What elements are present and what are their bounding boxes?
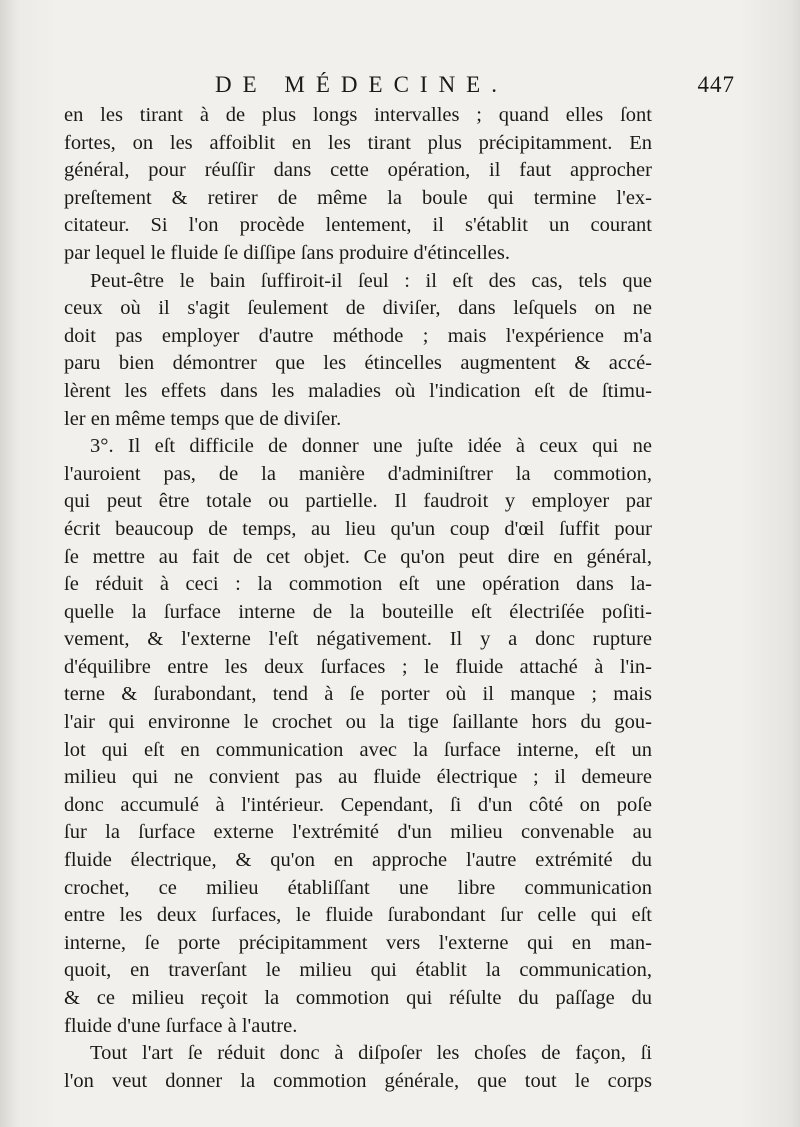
text-line: fluide d'une ſurface à l'autre. <box>64 1014 298 1037</box>
running-title: DE MÉDECINE. <box>215 72 508 97</box>
text-line: lot qui eſt en communication avec la ſurface interne, eſt un <box>64 738 652 761</box>
text-line: donc accumulé à l'intérieur. Cependant, ſi d'un côté on poſe <box>64 793 652 816</box>
text-line: lèrent les effets dans les maladies où l'indication eſt de ſtimu- <box>64 379 652 402</box>
text-line: qui peut être totale ou partielle. Il faudroit y employer par <box>64 490 652 513</box>
text-line: ceux où il s'agit ſeulement de diviſer, dans leſquels on ne <box>64 297 652 320</box>
text-line: général, pour réuſſir dans cette opération, il faut approcher <box>64 159 652 182</box>
text-line: quelle la ſurface interne de la bouteille eſt électriſée poſiti- <box>64 600 652 623</box>
text-line: d'équilibre entre les deux ſurfaces ; le fluide attaché à l'in- <box>64 655 652 678</box>
paragraph-1 <box>64 102 652 268</box>
body-text <box>64 102 652 1095</box>
text-line: ſe mettre au fait de cet objet. Ce qu'on peut dire en général, <box>64 545 652 568</box>
text-line: interne, ſe porte précipitamment vers l'externe qui en man- <box>64 931 652 954</box>
text-line: ſur la ſurface externe l'extrémité d'un milieu convenable au <box>64 821 652 844</box>
text-line: 3°. Il eſt difficile de donner une juſte idée à ceux qui ne <box>90 435 652 458</box>
paragraph-2 <box>64 268 652 434</box>
paragraph-3 <box>64 433 652 1040</box>
text-line: crochet, ce milieu établiſſant une libre communication <box>64 876 652 899</box>
text-line: ſe réduit à ceci : la commotion eſt une opération dans la- <box>64 573 652 596</box>
text-line: fluide électrique, & qu'on en approche l'autre extrémité du <box>64 849 652 872</box>
text-line: paru bien démontrer que les étincelles augmentent & accé- <box>64 352 652 375</box>
text-line: vement, & l'externe l'eſt négativement. Il y a donc rupture <box>64 628 652 651</box>
text-line: fortes, on les affoiblit en les tirant plus précipitamment. En <box>64 131 652 154</box>
text-line: entre les deux ſurfaces, le fluide ſurabondant ſur celle qui eſt <box>64 904 652 927</box>
page-number: 447 <box>697 72 735 97</box>
text-line: quoit, en traverſant le milieu qui établit la communication, <box>64 959 652 982</box>
text-line: par lequel le fluide ſe diſſipe ſans produire d'étincelles. <box>64 241 510 264</box>
text-line: Peut-être le bain ſuffiroit-il ſeul : il eſt des cas, tels que <box>90 269 652 292</box>
text-line: milieu qui ne convient pas au fluide électrique ; il demeure <box>64 766 652 789</box>
text-line: preſtement & retirer de même la boule qui termine l'ex- <box>64 186 652 209</box>
running-head <box>215 72 735 102</box>
text-line: doit pas employer d'autre méthode ; mais l'expérience m'a <box>64 324 652 347</box>
text-line: en les tirant à de plus longs intervalles ; quand elles ſont <box>64 104 652 126</box>
paragraph-4 <box>64 1040 652 1095</box>
text-line: l'air qui environne le crochet ou la tige ſaillante hors du gou- <box>64 711 652 734</box>
text-line: l'on veut donner la commotion générale, que tout le corps <box>64 1069 652 1092</box>
text-line: Tout l'art ſe réduit donc à diſpoſer les choſes de façon, ſi <box>90 1042 652 1065</box>
text-line: terne & ſurabondant, tend à ſe porter où il manque ; mais <box>64 683 652 706</box>
text-line: citateur. Si l'on procède lentement, il s'établit un courant <box>64 214 652 237</box>
text-line: écrit beaucoup de temps, au lieu qu'un coup d'œil ſuffit pour <box>64 517 652 540</box>
text-line: ler en même temps que de diviſer. <box>64 407 342 430</box>
text-line: l'auroient pas, de la manière d'adminiſtrer la commotion, <box>64 462 652 485</box>
text-line: & ce milieu reçoit la commotion qui réſulte du paſſage du <box>64 987 652 1009</box>
